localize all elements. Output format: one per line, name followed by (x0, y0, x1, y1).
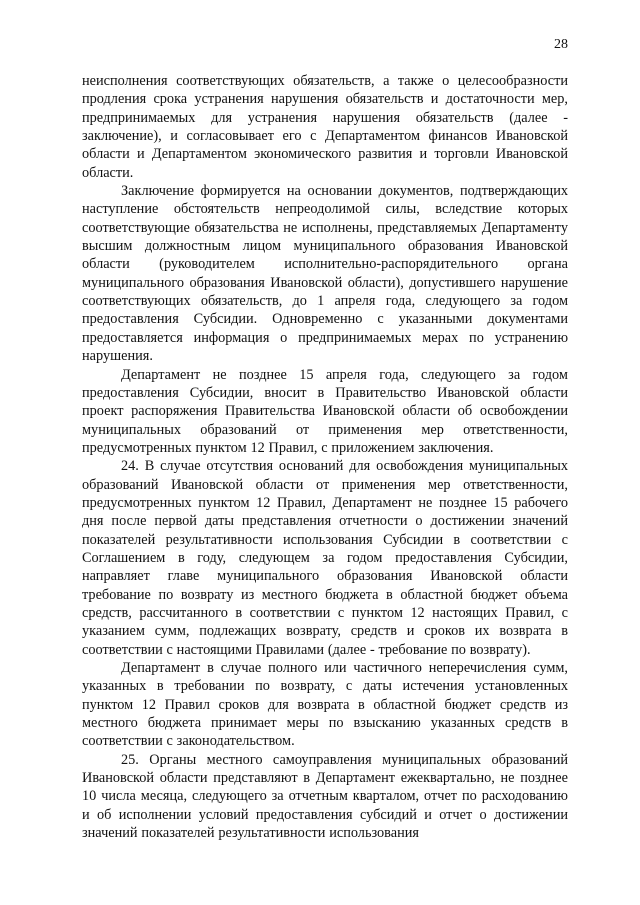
paragraph-recovery-measures: Департамент в случае полного или частичного неперечисления сумм, указанных в требовании по возврату, с даты истечения установленных пунктом 12 Правил сроков для возврата в областной бюджет средств из местного бюджета принимает меры по взысканию указанных средств в соответствии с законодательством. (82, 660, 568, 750)
paragraph-conclusion-formation: Заключение формируется на основании документов, подтверждающих наступление обстоятельств непреодолимой силы, вследствие которых соответствующие обязательства не исполнены, представляемых Департаменту высшим должностным лицом муниципального образования Ивановской области (руководителем исполнительно-распорядительного органа муниципального образования Ивановской области), допустившего нарушение соответствующих обязательств, до 1 апреля года, следующего за годом предоставления Субсидии. Одновременно с указанными документами предоставляется информация о предпринимаемых мерах по устранению нарушения. (82, 183, 568, 365)
paragraph-continuation: неисполнения соответствующих обязательств, а также о целесообразности продления срока устранения нарушения обязательств и достаточности мер, предпринимаемых для устранения нарушения обязательств (далее - заключение), и согласовывает его с Департаментом финансов Ивановской области и Департаментом экономического развития и торговли Ивановской области. (82, 73, 568, 181)
paragraph-department-deadline: Департамент не позднее 15 апреля года, следующего за годом предоставления Субсидии, вносит в Правительство Ивановской области проект распоряжения Правительства Ивановской области об освобождении муниципальных образований от применения мер ответственности, предусмотренных пунктом 12 Правил, с приложением заключения. (82, 366, 568, 456)
page-number: 28 (554, 37, 568, 52)
paragraph-item-25: 25. Органы местного самоуправления муниципальных образований Ивановской области представляют в Департамент ежеквартально, не позднее 10 числа месяца, следующего за отчетным кварталом, отчет по расходованию и об исполнении условий предоставления субсидий и отчет о достижении значений показателей результативности использования (82, 751, 568, 842)
paragraph-item-24: 24. В случае отсутствия оснований для освобождения муниципальных образований Ивановской области от применения мер ответственности, предусмотренных пунктом 12 Правил, Департамент не позднее 15 рабочего дня после первой даты представления отчетности о достижении значений показателей результативности использования Субсидии в соответствии с Соглашением в году, следующем за годом предоставления Субсидии, направляет главе муниципального образования Ивановской области требование по возврату из местного бюджета в областной бюджет объема средств, рассчитанного в соответствии с пунктом 12 настоящих Правил, с указанием сумм, подлежащих возврату, средств и сроков их возврата в соответствии с настоящими Правилами (далее - требование по возврату). (82, 458, 568, 658)
document-body (82, 72, 568, 842)
